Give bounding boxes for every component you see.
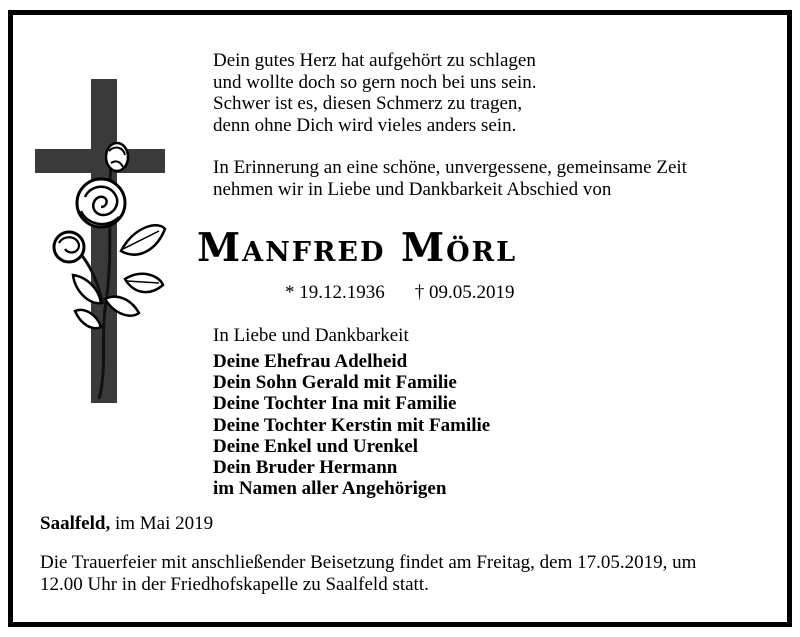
mourner-line: Dein Sohn Gerald mit Familie — [213, 372, 457, 394]
obituary-frame — [8, 10, 792, 627]
mourner-line: Deine Tochter Ina mit Familie — [213, 393, 457, 415]
poem-line: und wollte doch so gern noch bei uns sein. — [213, 71, 537, 93]
funeral-line: 12.00 Uhr in der Friedhofskapelle zu Saalfeld statt. — [40, 573, 429, 595]
poem-block — [213, 50, 536, 136]
mourner-line: Deine Tochter Kerstin mit Familie — [213, 414, 491, 436]
place-date: im Mai 2019 — [110, 513, 214, 534]
mourners-list — [213, 351, 490, 499]
intro-block — [213, 157, 687, 200]
funeral-notice — [40, 552, 760, 595]
mourner-line: Deine Ehefrau Adelheid — [213, 351, 408, 372]
death-date: † 09.05.2019 — [414, 282, 515, 303]
poem-line: denn ohne Dich wird vieles anders sein. — [213, 114, 517, 136]
mourner-line: Deine Enkel und Urenkel — [213, 435, 418, 457]
deceased-name: Manfred Mörl — [197, 225, 518, 271]
poem-line: Schwer ist es, diesen Schmerz zu tragen, — [213, 93, 523, 114]
funeral-line: Die Trauerfeier mit anschließender Beisetzung findet am Freitag, dem 17.05.2019, um — [40, 552, 697, 573]
intro-line: In Erinnerung an eine schöne, unvergessene, gemeinsame Zeit — [213, 157, 687, 178]
poem-line: Dein gutes Herz hat aufgehört zu schlagen — [213, 50, 536, 71]
place-name: Saalfeld, — [40, 513, 111, 534]
intro-line: nehmen wir in Liebe und Dankbarkeit Abschied von — [213, 178, 612, 200]
mourner-line: im Namen aller Angehörigen — [213, 478, 447, 500]
thanks-line: In Liebe und Dankbarkeit — [213, 325, 409, 346]
mourner-line: Dein Bruder Hermann — [213, 457, 398, 479]
cross-with-roses-icon — [35, 79, 175, 409]
life-dates — [285, 282, 515, 304]
place-date-line — [40, 513, 213, 535]
birth-date: * 19.12.1936 — [285, 282, 385, 303]
